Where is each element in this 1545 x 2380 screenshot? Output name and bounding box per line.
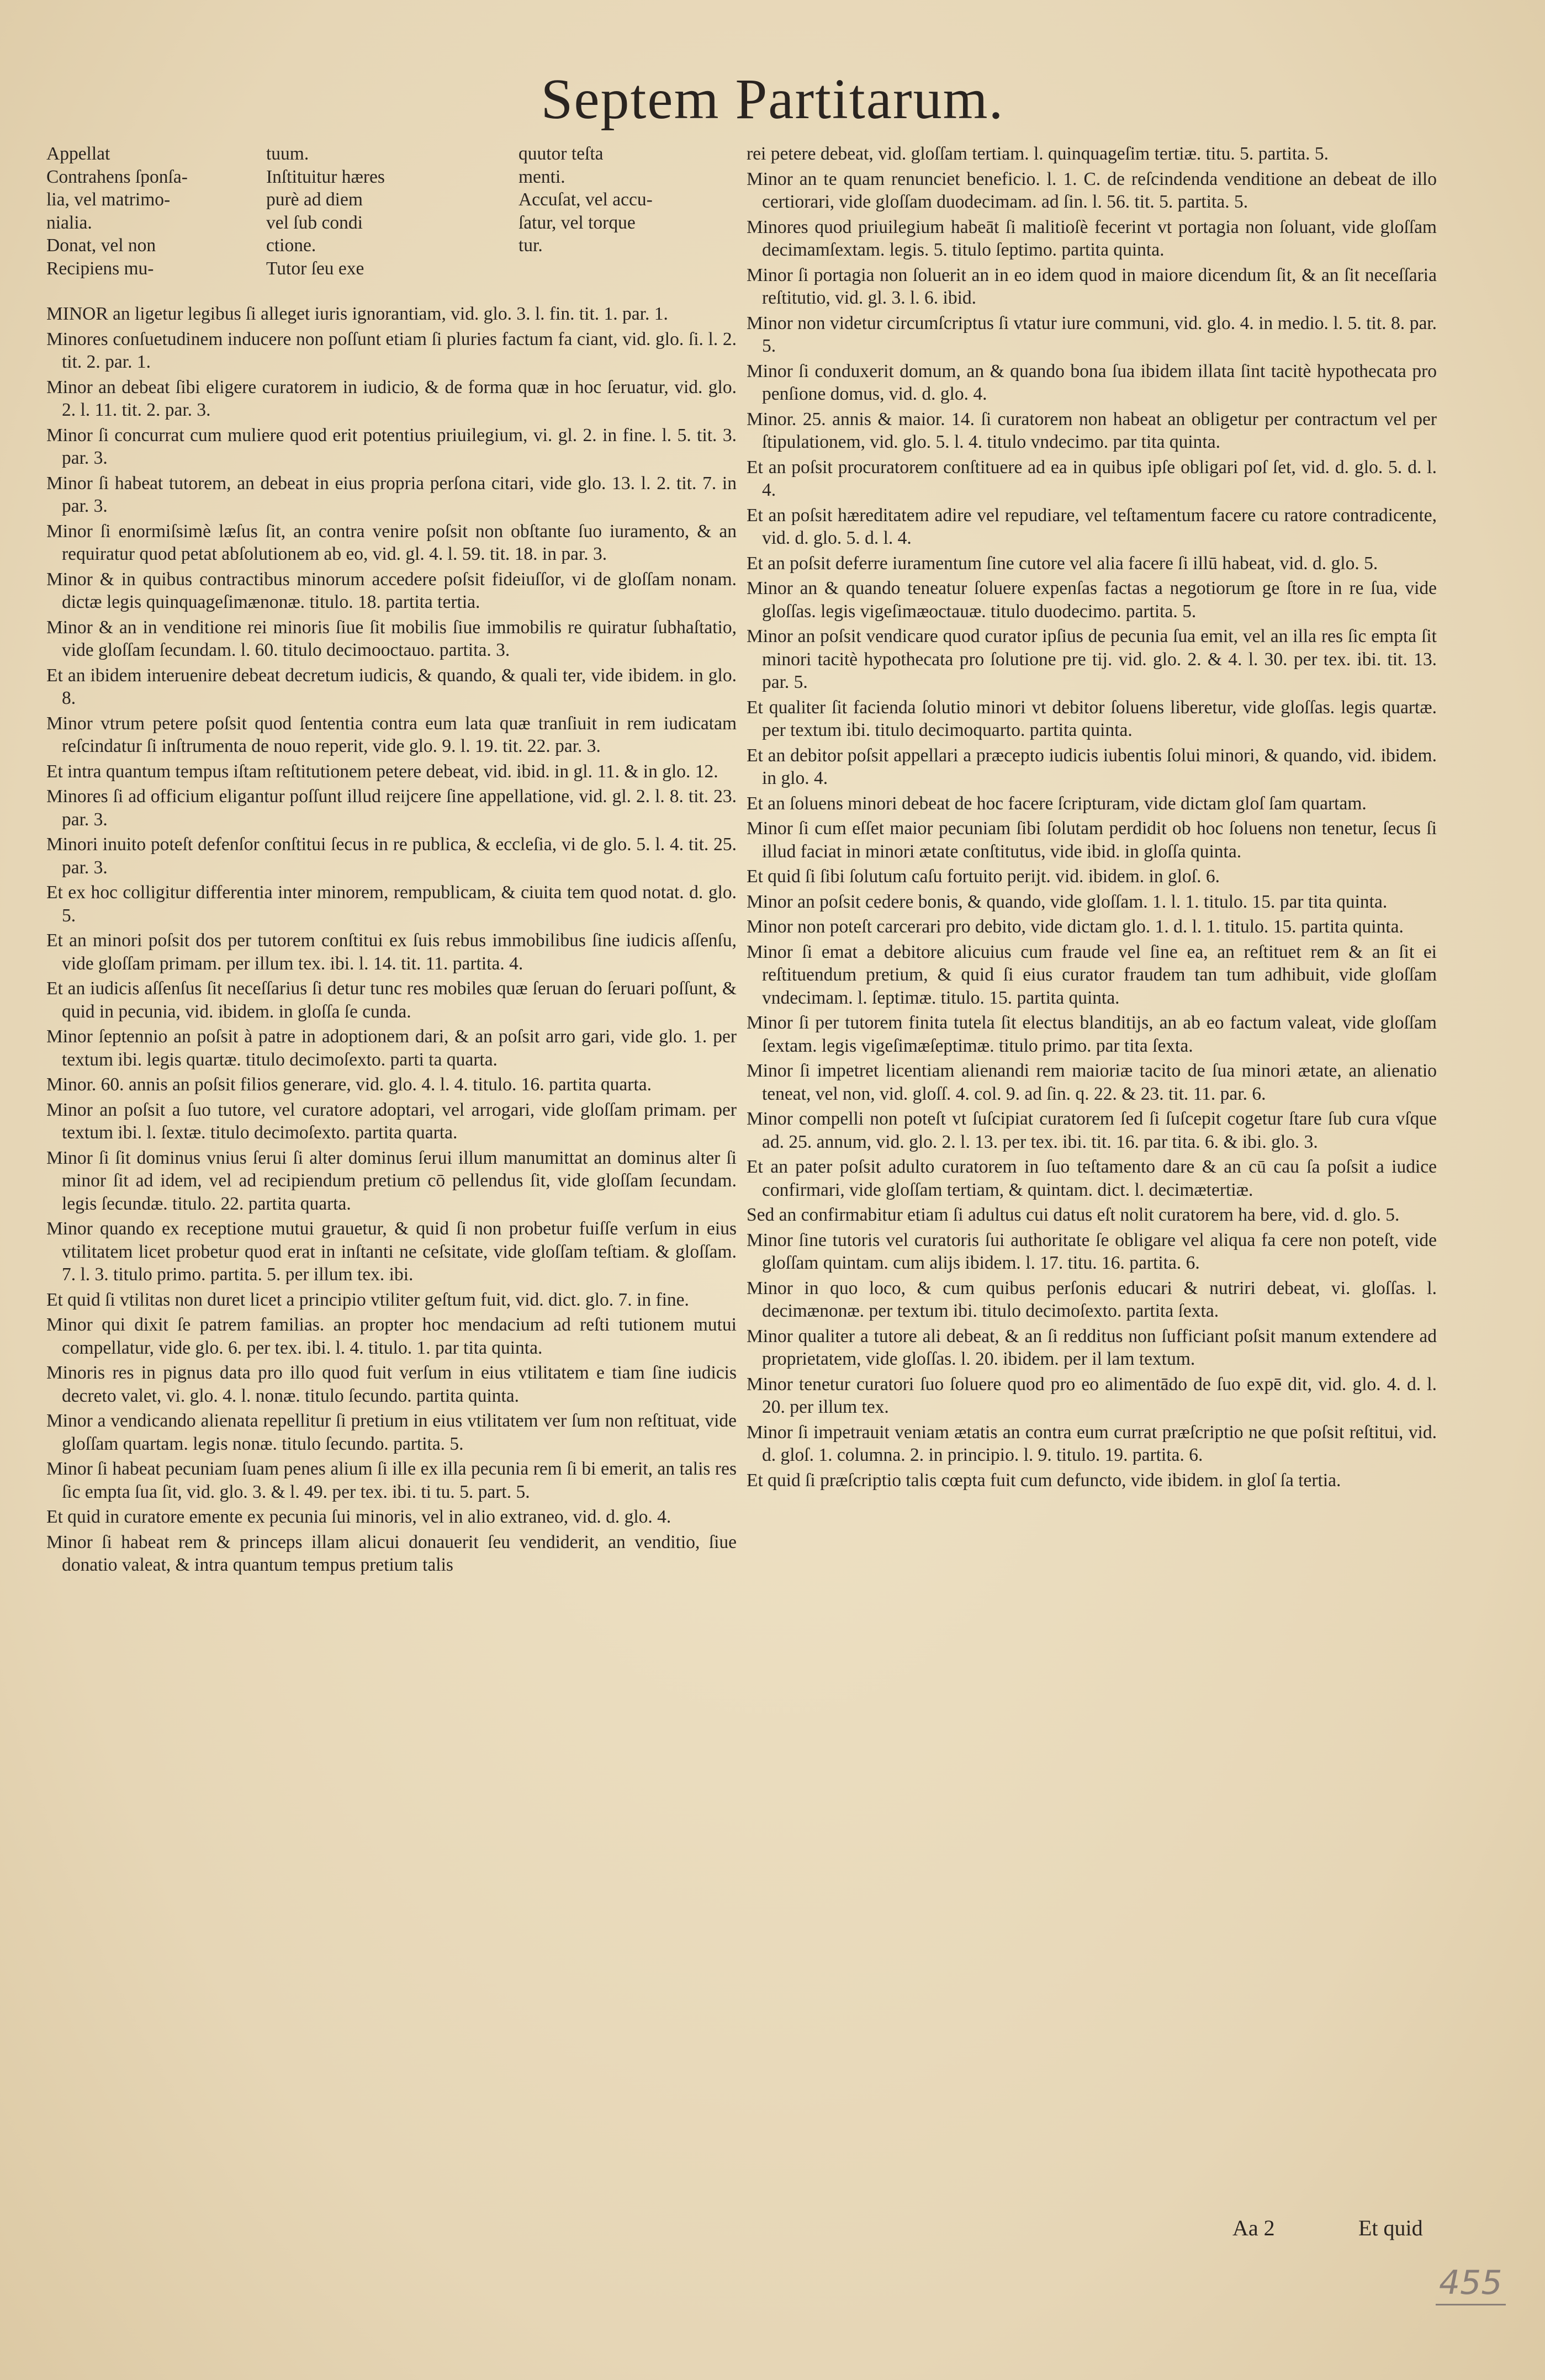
index-entry: Et qualiter ſit facienda ſolutio minori vt debitor ſoluens liberetur, vide gloſſas. legis quartæ. per textum ibi. titulo decimoquarto. partita quinta. xyxy=(747,697,1437,740)
index-term: Accuſat, vel accu- xyxy=(518,189,653,210)
index-entry: Minor & in quibus contractibus minorum accedere poſsit fideiuſſor, vi de gloſſam nonam. dictæ legis quinquageſimænonæ. titulo. 18. partita tertia. xyxy=(46,569,737,612)
index-entry: Minor ſine tutoris vel curatoris ſui authoritate ſe obligare vel aliqua fa cere non poteſt, vide gloſſam quintam. cum alijs ibidem. l. 17. titu. 16. partita. 6. xyxy=(747,1229,1437,1273)
index-column-2 xyxy=(266,142,385,280)
index-entry: Minores ſi ad officium eligantur poſſunt illud reijcere ſine appellatione, vid. gl. 2. l. 8. tit. 23. par. 3. xyxy=(46,786,737,830)
index-entry: Et an ſoluens minori debeat de hoc facere ſcripturam, vide dictam gloſ ſam quartam. xyxy=(747,793,1367,814)
index-entry: Minor compelli non poteſt vt ſuſcipiat curatorem ſed ſi ſuſcepit cogetur ſtare ſub cura vſque ad. 25. annum, vid. glo. 2. l. 13. per tex. ibi. tit. 16. par tita. 6. & ibi. glo. 3. xyxy=(747,1109,1437,1152)
index-term: Inſtituitur hæres xyxy=(266,166,385,187)
catchword: Et quid xyxy=(1358,2215,1423,2240)
index-entry: Et quid ſi ſibi ſolutum caſu fortuito perijt. vid. ibidem. in gloſ. 6. xyxy=(747,866,1220,887)
index-entry: Minor vtrum petere poſsit quod ſententia contra eum lata quæ tranſiuit in rem iudicatam reſcindatur ſi inſtrumenta de nouo reperit, vide glo. 9. l. 19. tit. 22. par. 3. xyxy=(46,713,737,756)
index-term: lia, vel matrimo- xyxy=(46,189,171,210)
index-entry: MINOR an ligetur legibus ſi alleget iuris ignorantiam, vid. glo. 3. l. fin. tit. 1. par. 1. xyxy=(46,304,668,324)
index-entry: Minor ſi ſit dominus vnius ſerui ſi alter dominus ſerui illum manumittat an dominus alter ſi minor ſit ad idem, vel ad recipiendum pretium cō pellendus ſit, vide gloſſam ſecundam. legis ſecundæ. titulo. 22. partita quarta. xyxy=(46,1147,737,1214)
index-entry: Minor & an in venditione rei minoris ſiue ſit mobilis ſiue immobilis re quiratur ſubhaſtatio, vide gloſſam ſecundam. l. 60. titulo decimooctauo. partita. 3. xyxy=(46,617,737,660)
index-entry: Minor ſi conduxerit domum, an & quando bona ſua ibidem illata ſint tacitè hypothecata pro penſione domus, vid. d. glo. 4. xyxy=(747,361,1437,404)
index-entry: Et quid ſi vtilitas non duret licet a principio vtiliter geſtum fuit, vid. dict. glo. 7. in fine. xyxy=(46,1289,689,1310)
index-entry: Minores quod priuilegium habeāt ſi malitioſè fecerint vt portagia non ſoluant, vide gloſſam decimamſextam. legis. 5. titulo ſeptimo. partita quinta. xyxy=(747,216,1437,260)
left-entries xyxy=(46,303,737,1577)
index-entry: Et an debitor poſsit appellari a præcepto iudicis iubentis ſolui minori, & quando, vid. ibidem. in glo. 4. xyxy=(747,745,1437,788)
index-box xyxy=(46,142,737,303)
index-term: Contrahens ſponſa- xyxy=(46,166,188,187)
index-entry: Minor non videtur circumſcriptus ſi vtatur iure communi, vid. glo. 4. in medio. l. 5. tit. 8. par. 5. xyxy=(747,312,1437,356)
index-entry: Et quid ſi præſcriptio talis cœpta fuit cum defuncto, vide ibidem. in gloſ ſa tertia. xyxy=(747,1470,1341,1491)
index-entry: Minor. 60. annis an poſsit filios generare, vid. glo. 4. l. 4. titulo. 16. partita quarta. xyxy=(46,1074,652,1095)
index-entry: Minor ſi per tutorem finita tutela ſit electus blanditijs, an ab eo factum valeat, vide gloſſam ſextam. legis vigeſimæſeptimæ. titulo primo. par tita ſexta. xyxy=(747,1013,1437,1056)
index-entry: Et an pater poſsit adulto curatorem in ſuo teſtamento dare & an cū cau ſa poſsit a iudice confirmari, vide gloſſam tertiam, & quintam. dict. l. decimætertiæ. xyxy=(747,1157,1437,1200)
index-entry: Minor qui dixit ſe patrem familias. an propter hoc mendacium ad reſti tutionem mutui compellatur, vide glo. 6. per tex. ibi. l. 4. titulo. 1. par tita quinta. xyxy=(46,1314,737,1358)
index-entry: Minor tenetur curatori ſuo ſoluere quod pro eo alimentādo de ſuo expē dit, vid. glo. 4. d. l. 20. per illum tex. xyxy=(747,1374,1437,1417)
right-column xyxy=(747,142,1437,1494)
index-term: Tutor ſeu exe xyxy=(266,258,364,279)
index-entry: Et an poſsit deferre iuramentum ſine cutore vel alia facere ſi illū habeat, vid. d. glo. 5. xyxy=(747,553,1378,574)
index-entry: Et an iudicis aſſenſus ſit neceſſarius ſi detur tunc res mobiles quæ ſeruan do ſeruari poſſunt, & quid in pecunia, vid. ibidem. in gloſſa ſe cunda. xyxy=(46,978,737,1022)
index-term: ctione. xyxy=(266,235,316,256)
index-entry: Et ex hoc colligitur differentia inter minorem, rempublicam, & ciuita tem quod notat. d. glo. 5. xyxy=(46,882,737,926)
index-entry: Minor non poteſt carcerari pro debito, vide dictam glo. 1. d. l. 1. titulo. 15. partita quinta. xyxy=(747,916,1404,937)
index-entry: Minor qualiter a tutore ali debeat, & an ſi redditus non ſufficiant poſsit manum extendere ad proprietatem, vide gloſſas. l. 20. ibidem. per il lam textum. xyxy=(747,1326,1437,1369)
running-title: Septem Partitarum. xyxy=(541,67,1004,131)
index-entry: Minor an poſsit cedere bonis, & quando, vide gloſſam. 1. l. 1. titulo. 15. par tita quinta. xyxy=(747,891,1388,912)
index-entry: Minor an te quam renunciet beneficio. l. 1. C. de reſcindenda venditione an debeat de illo certiorari, vide gloſſam duodecimam. ad ſin. l. 56. tit. 5. partita. 5. xyxy=(747,168,1437,212)
index-entry: Et an poſsit procuratorem conſtituere ad ea in quibus ipſe obligari poſ ſet, vid. d. glo. 5. d. l. 4. xyxy=(747,457,1437,500)
index-entry: Minor ſi emat a debitore alicuius cum fraude vel ſine ea, an reſtituet rem & an ſit ei reſtituendum pretium, & quid ſi eius curator fraudem tan tum adhibuit, vide gloſſam vndecimam. l. ſeptimæ. titulo. 15. partita quinta. xyxy=(747,941,1437,1008)
index-entry: Minor quando ex receptione mutui grauetur, & quid ſi non probetur fuiſſe verſum in eius vtilitatem licet probetur quod erat in inſtanti ne ceſsitate, vide gloſſam teſtiam. & gloſſam. 7. l. 3. titulo primo. partita. 5. per illum tex. ibi. xyxy=(46,1218,737,1285)
index-entry: Minor ſi habeat pecuniam ſuam penes alium ſi ille ex illa pecunia rem ſi bi emerit, an talis res ſic empta ſua ſit, vid. glo. 3. & l. 49. per tex. ibi. ti tu. 5. part. 5. xyxy=(46,1459,737,1502)
index-term: vel ſub condi xyxy=(266,212,363,233)
index-entry: Minor. 25. annis & maior. 14. ſi curatorem non habeat an obligetur per contractum vel per ſtipulationem, vid. glo. 5. l. 4. titulo vndecimo. par tita quinta. xyxy=(747,409,1437,452)
index-entry: Minor an poſsit vendicare quod curator ipſius de pecunia ſua emit, vel an illa res ſic empta ſit minori tacitè hypothecata pro ſolutione pre tij. vid. glo. 2. & 4. l. 30. per tex. ibi. tit. 13. par. 5. xyxy=(747,626,1437,692)
index-term: Recipiens mu- xyxy=(46,258,154,279)
index-entry: Minor ſi habeat rem & princeps illam alicui donauerit ſeu vendiderit, an venditio, ſiue donatio valeat, & intra quantum tempus pretium talis xyxy=(46,1531,737,1575)
index-column-3 xyxy=(518,142,653,257)
left-column xyxy=(46,142,737,1579)
index-term: tur. xyxy=(518,235,543,256)
index-column-1 xyxy=(46,142,188,280)
index-entry: Minor ſi impetrauit veniam ætatis an contra eum currat præſcriptio ne que poſsit reſtitui, vid. d. gloſ. 1. columna. 2. in principio. l. 9. titulo. 19. partita. 6. xyxy=(747,1422,1437,1465)
index-entry: Et an poſsit hæreditatem adire vel repudiare, vel teſtamentum facere cu ratore contradicente, vid. d. glo. 5. d. l. 4. xyxy=(747,505,1437,548)
index-entry: Minor an poſsit a ſuo tutore, vel curatore adoptari, vel arrogari, vide gloſſam primam. per textum ibi. l. ſextæ. titulo decimoſexto. partita quarta. xyxy=(46,1099,737,1143)
index-term: nialia. xyxy=(46,212,92,233)
index-entry: Minores conſuetudinem inducere non poſſunt etiam ſi pluries factum fa ciant, vid. glo. ſi. l. 2. tit. 2. par. 1. xyxy=(46,328,737,372)
index-entry: Minor ſi enormiſsimè læſus ſit, an contra venire poſsit non obſtante ſuo iuramento, & an requiratur quod petat abſolutionem ab eo, vid. gl. 4. l. 59. tit. 18. in par. 3. xyxy=(46,521,737,564)
index-entry: Et an minori poſsit dos per tutorem conſtitui ex ſuis rebus immobilibus ſine iudicis aſſenſu, vide gloſſam primam. per illum tex. ibi. l. 14. tit. 11. partita. 4. xyxy=(46,930,737,974)
index-entry: Minori inuito poteſt defenſor conſtitui ſecus in re publica, & eccleſia, vi de glo. 5. l. 4. tit. 25. par. 3. xyxy=(46,834,737,878)
index-entry: Et quid in curatore emente ex pecunia ſui minoris, vel in alio extraneo, vid. d. glo. 4. xyxy=(46,1507,671,1527)
index-term: menti. xyxy=(518,166,565,187)
index-term: tuum. xyxy=(266,144,309,164)
index-entry: Minor in quo loco, & cum quibus perſonis educari & nutriri debeat, vi. gloſſas. l. decimænonæ. per textum ibi. titulo decimoſexto. partita ſexta. xyxy=(747,1278,1437,1321)
index-entry: Minor an debeat ſibi eligere curatorem in iudicio, & de forma quæ in hoc ſeruatur, vid. glo. 2. l. 11. tit. 2. par. 3. xyxy=(46,377,737,420)
index-term: quutor teſta xyxy=(518,144,604,164)
index-entry: Minor a vendicando alienata repellitur ſi pretium in eius vtilitatem ver ſum non reſtituat, vide gloſſam quartam. legis nonæ. titulo ſecundo. partita. 5. xyxy=(46,1411,737,1454)
index-term: purè ad diem xyxy=(266,189,363,210)
index-entry: rei petere debeat, vid. gloſſam tertiam. l. quinquageſim tertiæ. titu. 5. partita. 5. xyxy=(747,144,1329,164)
index-entry: Minor ſi habeat tutorem, an debeat in eius propria perſona citari, vide glo. 13. l. 2. tit. 7. in par. 3. xyxy=(46,473,737,516)
index-entry: Et intra quantum tempus iſtam reſtitutionem petere debeat, vid. ibid. in gl. 11. & in glo. 12. xyxy=(46,761,718,782)
index-entry: Minor an & quando teneatur ſoluere expenſas factas a negotiorum ge ſtore in re ſua, vide gloſſas. legis vigeſimæoctauæ. titulo duodecimo. partita. 5. xyxy=(747,578,1437,622)
index-entry: Minor ſi cum eſſet maior pecuniam ſibi ſolutam perdidit ob hoc ſoluens non tenetur, ſecus ſi illud faciat in minori ætate conſtitutus, vide ibid. in gloſſa quinta. xyxy=(747,818,1437,862)
index-term: Donat, vel non xyxy=(46,235,156,256)
signature-mark: Aa 2 xyxy=(1232,2215,1275,2240)
handwritten-folio-number: 455 xyxy=(1439,2264,1502,2302)
index-entry: Minor ſeptennio an poſsit à patre in adoptionem dari, & an poſsit arro gari, vide glo. 1. per textum ibi. legis quartæ. titulo decimoſexto. parti ta quarta. xyxy=(46,1026,737,1070)
right-entries xyxy=(747,142,1437,1492)
index-entry: Minoris res in pignus data pro illo quod fuit verſum in eius vtilitatem e tiam ſine iudicis decreto valet, vi. glo. 4. l. nonæ. titulo ſecundo. partita quinta. xyxy=(46,1363,737,1406)
index-entry: Sed an confirmabitur etiam ſi adultus cui datus eſt nolit curatorem ha bere, vid. d. glo. 5. xyxy=(747,1205,1400,1225)
index-term: Appellat xyxy=(46,144,110,164)
index-entry: Minor ſi concurrat cum muliere quod erit potentius priuilegium, vi. gl. 2. in fine. l. 5. tit. 3. par. 3. xyxy=(46,425,737,468)
index-entry: Minor ſi portagia non ſoluerit an in eo idem quod in maiore dicendum ſit, & an ſit neceſſaria reſtitutio, vid. gl. 3. l. 6. ibid. xyxy=(747,264,1437,308)
index-term: ſatur, vel torque xyxy=(518,212,636,233)
index-entry: Minor ſi impetret licentiam alienandi rem maioriæ tacito de ſua minori ætate, an alienatio teneat, vel non, vid. gloſſ. 4. col. 9. ad ſin. q. 22. & 23. tit. 11. par. 6. xyxy=(747,1061,1437,1104)
index-entry: Et an ibidem interuenire debeat decretum iudicis, & quando, & quali ter, vide ibidem. in glo. 8. xyxy=(46,665,737,708)
